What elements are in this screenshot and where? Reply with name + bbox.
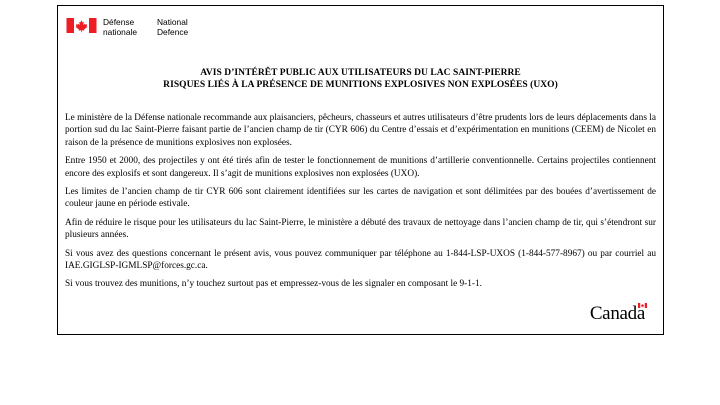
signature-en-line2: Defence — [157, 26, 189, 37]
paragraph-5: Si vous avez des questions concernant le présent avis, vous pouvez communiquer par téléphone au 1-844-LSP-UXOS (1-844-577-8967) ou par courriel au IAE.GIGLSP-IGMLSP@forces.gc.ca. — [65, 248, 656, 272]
signature-text — [103, 18, 188, 37]
paragraph-2: Entre 1950 et 2000, des projectiles y ont été tirés afin de tester le fonctionnement de munitions d’artillerie conventionnelle. Certains projectiles contiennent encore des explosifs et sont dangereux. Il s’agit de munitions explosives non explosées (UXO). — [65, 156, 656, 179]
government-signature — [66, 18, 188, 37]
paragraph-4: Afin de réduire le risque pour les utilisateurs du lac Saint-Pierre, le ministère a débuté des travaux de nettoyage dans l’ancien champ de tir, qui s’étendront sur plusieurs années. — [65, 217, 656, 241]
heading-line-2: RISQUES LIÉS À LA PRÉSENCE DE MUNITIONS EXPLOSIVES NON EXPLOSÉES (UXO) — [163, 80, 558, 90]
public-notice — [57, 5, 664, 335]
paragraph-6: Si vous trouvez des munitions, n’y touchez surtout pas et empressez-vous de les signaler en composant le 9-1-1. — [65, 279, 482, 290]
signature-fr-line2: nationale — [103, 26, 137, 37]
canada-wordmark: Canada — [589, 303, 645, 324]
signature-fr-line1: Défense — [103, 17, 135, 27]
canada-flag-icon — [66, 18, 97, 33]
paragraph-3: Les limites de l’ancien champ de tir CYR 606 sont clairement identifiées sur les cartes de navigation et sont délimitées par des bouées d’avertissement de couleur jaune en période estivale. — [65, 187, 656, 210]
heading-line-1: AVIS D’INTÉRÊT PUBLIC AUX UTILISATEURS DU LAC SAINT-PIERRE — [200, 68, 521, 78]
notice-heading — [58, 67, 663, 91]
signature-en-line1: National — [157, 17, 188, 27]
notice-body — [65, 112, 656, 297]
paragraph-1: Le ministère de la Défense nationale recommande aux plaisanciers, pêcheurs, chasseurs et autres utilisateurs d’être prudents lors de leurs déplacements dans la portion sud du lac Saint-Pierre faisant partie de l’ancien champ de tir (CYR 606) du Centre d’essais et d’expérimentation en munitions (CEEM) de Nicolet en raison de la présence de munitions explosives non explosées. — [65, 113, 656, 148]
